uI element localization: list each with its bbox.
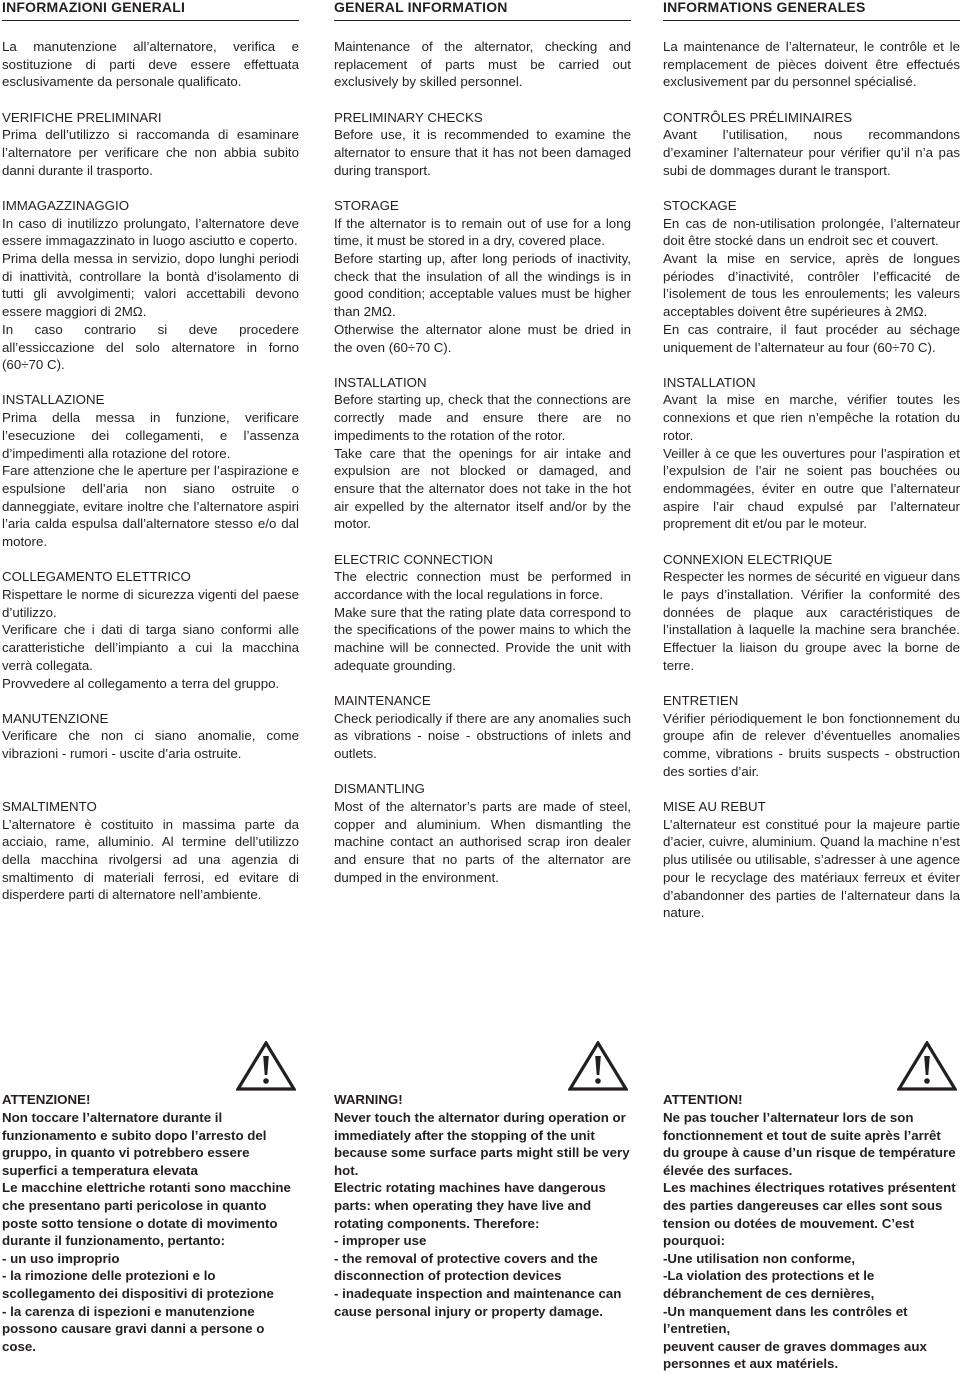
paragraph: Verificare che non ci siano anomalie, come vibrazioni - rumori - uscite d’aria ostruite. bbox=[2, 728, 299, 762]
warning-line: peuvent causer de graves dommages aux personnes et aux matériels. bbox=[663, 1338, 927, 1372]
section-heading: CONTRÔLES PRÉLIMINAIRES bbox=[663, 109, 853, 125]
paragraph: Take care that the openings for air intake and expulsion are not blocked or damaged, and ensure that the alternator does not take in the hot air expelled by the alternator itself and/or by the motor. bbox=[334, 445, 631, 532]
title-rule bbox=[2, 20, 299, 21]
paragraph: Prima della messa in funzione, verificare l’esecuzione dei collegamenti, e l’assenza d’impedimenti alla rotazione del rotore. bbox=[2, 410, 299, 461]
maintenance-section bbox=[663, 692, 960, 781]
paragraph: Vérifier périodiquement le bon fonctionnement du groupe afin de relever d’éventuelles anomalies comme, vibrations - bruits suspects - obstruction des sorties d’air. bbox=[663, 710, 960, 779]
warning-line: - inadequate inspection and maintenance can cause personal injury or property damage. bbox=[334, 1285, 622, 1319]
preliminary-checks-section bbox=[2, 109, 299, 180]
paragraph: Before starting up, after long periods of inactivity, check that the insulation of all the windings is in good condition; acceptable values must be higher than 2MΩ. bbox=[334, 251, 631, 320]
warning-title: WARNING! bbox=[334, 1092, 403, 1107]
paragraph: In caso contrario si deve procedere all’essiccazione del solo alternatore in forno (60÷70 C). bbox=[2, 321, 299, 373]
warning-line: Never touch the alternator during operation or immediately after the stopping of the unit because some surface parts might still be very hot. bbox=[334, 1110, 630, 1178]
intro-section bbox=[334, 38, 631, 91]
paragraph: En cas de non-utilisation prolongée, l’alternateur doit être stocké dans un endroit sec et couvert. bbox=[663, 215, 960, 249]
english-column bbox=[334, 0, 631, 887]
section-heading: INSTALLATION bbox=[334, 374, 427, 390]
paragraph: Respecter les normes de sécurité en vigueur dans le pays d’installation. Vérifier la conformité des données de plaque aux caractéristiques de l’installation à laquelle la machine sera branchée. Effectuer la liaison du groupe avec la borne de terre. bbox=[663, 569, 960, 673]
paragraph: Avant l’utilisation, nous recommandons d’examiner l’alternateur pour vérifier qu’il n’a pas subi de dommages durant le transport. bbox=[663, 127, 960, 178]
warning-line: - un uso improprio bbox=[2, 1250, 120, 1266]
preliminary-checks-section bbox=[663, 109, 960, 180]
paragraph: Fare attenzione che le aperture per l’aspirazione e espulsione dell’aria non siano ostruite o danneggiate, evitare inoltre che l’alternatore aspiri l’aria calda espulsa dall’alternatore stesso e/o dal motore. bbox=[2, 463, 299, 550]
warning-line: -Une utilisation non conforme, bbox=[663, 1250, 856, 1266]
paragraph: Verificare che i dati di targa siano conformi alle caratteristiche dell’impianto a cui la macchina verrà collegata. bbox=[2, 622, 299, 673]
intro-text: La manutenzione all’alternatore, verifica e sostituzione di parti deve essere effettuata esclusivamente da personale qualificato. bbox=[2, 39, 299, 90]
paragraph: In caso di inutilizzo prolungato, l’alternatore deve essere immagazzinato in luogo asciutto e coperto. bbox=[2, 215, 299, 249]
preliminary-checks-section bbox=[334, 109, 631, 180]
electric-connection-section bbox=[334, 551, 631, 675]
storage-section bbox=[663, 197, 960, 356]
warning-title: ATTENTION! bbox=[663, 1092, 743, 1107]
paragraph: Prima dell’utilizzo si raccomanda di esaminare l’alternatore per verificare che non abbia subito danni durante il trasporto. bbox=[2, 127, 299, 178]
paragraph: Most of the alternator’s parts are made of steel, copper and aluminium. When dismantling the machine contact an authorised scrap iron dealer and ensure that no parts of the alternator are dumped in the environment. bbox=[334, 799, 631, 885]
installation-section bbox=[334, 374, 631, 533]
section-heading: VERIFICHE PRELIMINARI bbox=[2, 109, 162, 125]
paragraph: Prima della messa in servizio, dopo lunghi periodi di inattività, controllare la bontà d’isolamento di tutti gli avvolgimenti; valori accettabili devono essere maggiori di 2MΩ. bbox=[2, 251, 299, 320]
electrical-connection-section bbox=[2, 568, 299, 692]
section-heading: STORAGE bbox=[334, 197, 399, 213]
section-heading: STOCKAGE bbox=[663, 197, 737, 213]
section-heading: INSTALLAZIONE bbox=[2, 392, 105, 408]
disposal-section bbox=[663, 798, 960, 922]
paragraph: Veiller à ce que les ouvertures pour l’aspiration et l’expulsion de l’air ne soient pas bouchées ou endommagées, éviter en outre que l’alternateur aspire l’air chaud expulsé par l’alternateur proprement dit et/ou par le moteur. bbox=[663, 445, 960, 532]
title-rule bbox=[663, 20, 960, 21]
warning-body bbox=[334, 1109, 631, 1320]
intro-section bbox=[2, 38, 299, 91]
section-heading: INSTALLATION bbox=[663, 374, 756, 390]
column-title: INFORMAZIONI GENERALI bbox=[2, 0, 186, 15]
paragraph: Avant la mise en service, après de longues périodes d’inactivité, contrôler l’efficacité de l’isolement de tous les enroulements; les valeurs acceptables doivent être supérieures à 2MΩ. bbox=[663, 251, 960, 320]
section-heading: CONNEXION ELECTRIQUE bbox=[663, 551, 833, 567]
warning-line: - la rimozione delle protezioni e lo scollegamento dei dispositivi di protezione bbox=[2, 1268, 274, 1301]
section-heading: MISE AU REBUT bbox=[663, 799, 766, 815]
paragraph: En cas contraire, il faut procéder au séchage uniquement de l’alternateur au four (60÷70 C). bbox=[663, 321, 960, 355]
paragraph: L’alternatore è costituito in massima parte da acciaio, rame, alluminio. Al termine dell’utilizzo della macchina rivolgersi ad una agenzia di smaltimento di materiali ferrosi, ed evitare di disperdere parti di alternatore nell’ambiente. bbox=[2, 816, 299, 903]
warning-line: Les machines électriques rotatives présentent des parties dangereuses car elles sont sous tension ou dotées de mouvement. C’est pourquoi: bbox=[663, 1180, 956, 1249]
maintenance-section bbox=[2, 710, 299, 763]
title-rule bbox=[334, 20, 631, 21]
warning-line: Le macchine elettriche rotanti sono macchine che presentano parti pericolose in quanto poste sotto tensione o dotate di movimento durante il funzionamento, pertanto: bbox=[2, 1180, 291, 1249]
maintenance-section bbox=[334, 692, 631, 763]
paragraph: The electric connection must be performed in accordance with the local regulations in force. bbox=[334, 569, 631, 602]
paragraph: Before use, it is recommended to examine the alternator to ensure that it has not been damaged during transport. bbox=[334, 127, 631, 178]
warning-line: Ne pas toucher l’alternateur lors de son fonctionnement et tout de suite après l’arrêt du groupe à cause d’un risque de température élevée des surfaces. bbox=[663, 1110, 956, 1178]
disposal-section bbox=[2, 798, 299, 904]
paragraph: Provvedere al collegamento a terra del gruppo. bbox=[2, 675, 280, 691]
section-heading: PRELIMINARY CHECKS bbox=[334, 109, 483, 125]
paragraph: If the alternator is to remain out of use for a long time, it must be stored in a dry, covered place. bbox=[334, 215, 631, 249]
paragraph: Avant la mise en marche, vérifier toutes les connexions et que rien n’empêche la rotation du rotor. bbox=[663, 392, 960, 443]
intro-section bbox=[663, 38, 960, 91]
warning-line: - improper use bbox=[334, 1233, 427, 1249]
storage-section bbox=[2, 197, 299, 374]
section-heading: ENTRETIEN bbox=[663, 693, 739, 708]
column-title: INFORMATIONS GENERALES bbox=[663, 0, 866, 15]
section-heading: DISMANTLING bbox=[334, 781, 425, 797]
warning-line: -La violation des protections et le débranchement de ces dernières, bbox=[663, 1268, 875, 1301]
paragraph: Rispettare le norme di sicurezza vigenti del paese d’utilizzo. bbox=[2, 586, 299, 620]
storage-section bbox=[334, 197, 631, 356]
column-title: GENERAL INFORMATION bbox=[334, 0, 508, 15]
french-column bbox=[663, 0, 960, 922]
warning-line: Electric rotating machines have dangerous parts: when operating they have live and rotating components. Therefore: bbox=[334, 1180, 606, 1231]
section-heading: COLLEGAMENTO ELETTRICO bbox=[2, 569, 191, 585]
paragraph: L’alternateur est constitué pour la majeure partie d’acier, cuivre, aluminium. Quand la machine n’est plus utilisée ou utilisable, s’adresser à une agence pour le recyclage des matériaux ferreux et éviter d’abandonner des parties de l’alternateur dans la nature. bbox=[663, 816, 960, 921]
installation-section bbox=[663, 374, 960, 533]
dismantling-section bbox=[334, 780, 631, 886]
warning-triangle-icon bbox=[568, 1041, 628, 1091]
paragraph: Make sure that the rating plate data correspond to the specifications of the power mains to which the machine will be connected. Provide the unit with adequate grounding. bbox=[334, 604, 631, 673]
warning-title: ATTENZIONE! bbox=[2, 1092, 91, 1107]
intro-text: Maintenance of the alternator, checking and replacement of parts must be carried out exclusively by skilled personnel. bbox=[334, 39, 631, 90]
warning-line: -Un manquement dans les contrôles et l’entretien, bbox=[663, 1303, 908, 1337]
italian-column bbox=[2, 0, 299, 904]
warning-body bbox=[2, 1109, 299, 1355]
section-heading: SMALTIMENTO bbox=[2, 798, 97, 814]
electric-connection-section bbox=[663, 551, 960, 675]
warning-triangle-icon bbox=[897, 1041, 957, 1091]
warning-line: - la carenza di ispezioni e manutenzione possono causare gravi danni a persone o cose. bbox=[2, 1303, 265, 1354]
warning-body bbox=[663, 1109, 960, 1373]
paragraph: Before starting up, check that the connections are correctly made and ensure there are no impediments to the rotation of the rotor. bbox=[334, 392, 631, 443]
section-heading: MAINTENANCE bbox=[334, 693, 431, 708]
paragraph: Check periodically if there are any anomalies such as vibrations - noise - obstructions of inlets and outlets. bbox=[334, 710, 631, 762]
section-heading: IMMAGAZZINAGGIO bbox=[2, 197, 130, 213]
warning-triangle-icon bbox=[236, 1041, 296, 1091]
intro-text: La maintenance de l’alternateur, le contrôle et le remplacement de pièces doivent être effectués exclusivement par du personnel spécialisé. bbox=[663, 39, 960, 90]
warning-line: - the removal of protective covers and the disconnection of protection devices bbox=[334, 1250, 598, 1284]
section-heading: ELECTRIC CONNECTION bbox=[334, 551, 493, 567]
installation-section bbox=[2, 391, 299, 550]
paragraph: Otherwise the alternator alone must be dried in the oven (60÷70 C). bbox=[334, 321, 631, 355]
section-heading: MANUTENZIONE bbox=[2, 710, 109, 726]
warning-line: Non toccare l’alternatore durante il funzionamento e subito dopo l’arresto del gruppo, in quanto vi potrebbero essere superfici a temperatura elevata bbox=[2, 1110, 267, 1178]
